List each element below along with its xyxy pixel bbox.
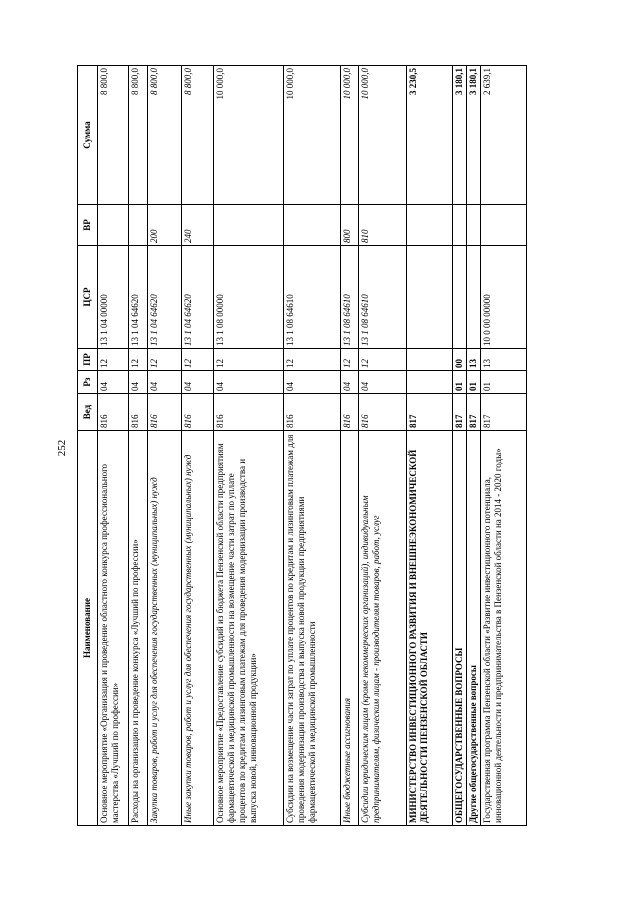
table-row — [182, 66, 214, 826]
row-pr: 12 — [214, 349, 284, 371]
row-sum: 8 800,0 — [98, 66, 129, 205]
row-pr — [407, 349, 453, 371]
rotated-page — [77, 66, 524, 826]
row-sum: 2 639,1 — [481, 66, 527, 205]
row-pr: 12 — [98, 349, 129, 371]
row-ved: 816 — [359, 394, 407, 431]
row-rz: 04 — [284, 371, 341, 394]
budget-table — [77, 65, 527, 826]
row-csr: 13 1 08 64610 — [284, 246, 341, 349]
row-sum: 8 800,0 — [129, 66, 148, 205]
row-ved: 816 — [341, 394, 359, 431]
row-vr: 800 — [341, 205, 359, 246]
row-pr: 12 — [284, 349, 341, 371]
row-ved: 816 — [98, 394, 129, 431]
row-ved: 817 — [481, 394, 527, 431]
row-sum: 10 000,0 — [341, 66, 359, 205]
page-number: 252 — [56, 439, 68, 457]
row-name: Расходы на организацию и проведение конкурса «Лучший по профессии» — [129, 431, 148, 826]
row-vr — [467, 205, 481, 246]
row-csr: 13 1 04 64620 — [182, 246, 214, 349]
header-vr: ВР — [78, 205, 98, 246]
row-rz: 04 — [148, 371, 182, 394]
row-name: Государственная программа Пензенской области «Развитие инвестиционного потенциала, инновационной деятельности и предпринимательства в Пензенской области на 2014 - 2020 годы» — [481, 431, 527, 826]
row-name: Закупка товаров, работ и услуг для обеспечения государственных (муниципальных) нужд — [148, 431, 182, 826]
row-rz: 04 — [341, 371, 359, 394]
row-vr — [129, 205, 148, 246]
row-vr: 200 — [148, 205, 182, 246]
row-rz: 04 — [129, 371, 148, 394]
row-csr: 13 1 04 64620 — [148, 246, 182, 349]
table-row — [98, 66, 129, 826]
row-pr: 12 — [341, 349, 359, 371]
row-csr — [453, 246, 467, 349]
header-csr: ЦСР — [78, 246, 98, 349]
row-ved: 816 — [214, 394, 284, 431]
row-sum: 3 180,1 — [453, 66, 467, 205]
row-ved: 817 — [407, 394, 453, 431]
row-csr: 13 1 08 00000 — [214, 246, 284, 349]
row-ved: 816 — [129, 394, 148, 431]
row-name: Основное мероприятие «Организация и проведение областного конкурса профессионального мастерства «Лучший по профессии» — [98, 431, 129, 826]
header-sum: Сумма — [78, 66, 98, 205]
row-vr — [98, 205, 129, 246]
row-csr: 13 1 04 00000 — [98, 246, 129, 349]
table-row — [407, 66, 453, 826]
header-name: Наименование — [78, 431, 98, 826]
header-rz: Рз — [78, 371, 98, 394]
row-vr: 240 — [182, 205, 214, 246]
row-csr — [467, 246, 481, 349]
row-csr: 10 0 00 00000 — [481, 246, 527, 349]
row-rz: 04 — [214, 371, 284, 394]
row-name: Основное мероприятие «Предоставление субсидий из бюджета Пензенской области предприятиям фармацевтической и медицинской промышленности на возмещение части затрат по уплате процентов по кредитам и лизинговым платежам для проведения модернизации производства и выпуска новой, инновационной продукции» — [214, 431, 284, 826]
row-rz: 01 — [467, 371, 481, 394]
row-rz: 04 — [359, 371, 407, 394]
row-rz: 04 — [98, 371, 129, 394]
row-vr — [481, 205, 527, 246]
table-row — [214, 66, 284, 826]
row-rz: 01 — [453, 371, 467, 394]
row-ved: 817 — [453, 394, 467, 431]
row-name: Иные закупки товаров, работ и услуг для обеспечения государственных (муниципальных) нужд — [182, 431, 214, 826]
row-vr — [453, 205, 467, 246]
row-csr: 13 1 08 64610 — [341, 246, 359, 349]
table-row — [341, 66, 359, 826]
row-name: Иные бюджетные ассигнования — [341, 431, 359, 826]
table-row — [453, 66, 467, 826]
row-pr: 00 — [453, 349, 467, 371]
header-row — [78, 66, 98, 826]
row-vr — [284, 205, 341, 246]
row-pr: 12 — [359, 349, 407, 371]
row-csr: 13 1 08 64610 — [359, 246, 407, 349]
row-pr: 13 — [467, 349, 481, 371]
row-sum: 10 000,0 — [214, 66, 284, 205]
row-sum: 3 180,1 — [467, 66, 481, 205]
table-row — [129, 66, 148, 826]
row-sum: 10 000,0 — [284, 66, 341, 205]
row-vr — [214, 205, 284, 246]
row-ved: 816 — [182, 394, 214, 431]
row-sum: 8 800,0 — [182, 66, 214, 205]
header-ved: Вед — [78, 394, 98, 431]
row-sum: 8 800,0 — [148, 66, 182, 205]
row-sum: 10 000,0 — [359, 66, 407, 205]
row-name: ОБЩЕГОСУДАРСТВЕННЫЕ ВОПРОСЫ — [453, 431, 467, 826]
row-rz: 04 — [182, 371, 214, 394]
row-pr: 13 — [481, 349, 527, 371]
table-row — [284, 66, 341, 826]
row-name: МИНИСТЕРСТВО ИНВЕСТИЦИОННОГО РАЗВИТИЯ И ВНЕШНЕЭКОНОМИЧЕСКОЙ ДЕЯТЕЛЬНОСТИ ПЕНЗЕНСКОЙ ОБЛАСТИ — [407, 431, 453, 826]
row-rz: 01 — [481, 371, 527, 394]
row-vr — [407, 205, 453, 246]
row-csr — [407, 246, 453, 349]
table-row — [359, 66, 407, 826]
table-row — [481, 66, 527, 826]
row-rz — [407, 371, 453, 394]
table-row — [467, 66, 481, 826]
row-sum: 3 230,5 — [407, 66, 453, 205]
row-pr: 12 — [129, 349, 148, 371]
header-pr: ПР — [78, 349, 98, 371]
row-ved: 816 — [284, 394, 341, 431]
row-pr: 12 — [182, 349, 214, 371]
row-vr: 810 — [359, 205, 407, 246]
row-name: Другие общегосударственные вопросы — [467, 431, 481, 826]
table-row — [148, 66, 182, 826]
row-name: Субсидии на возмещение части затрат по уплате процентов по кредитам и лизинговым платежам для проведения модернизации производства и выпуска новой продукции предприятиями фармацевтической и медицинской промышленности — [284, 431, 341, 826]
row-name: Субсидии юридическим лицам (кроме некоммерческих организаций), индивидуальным предпринимателям, физическим лицам - производителям товаров, работ, услуг — [359, 431, 407, 826]
row-pr: 12 — [148, 349, 182, 371]
row-ved: 816 — [148, 394, 182, 431]
row-csr: 13 1 04 64620 — [129, 246, 148, 349]
row-ved: 817 — [467, 394, 481, 431]
